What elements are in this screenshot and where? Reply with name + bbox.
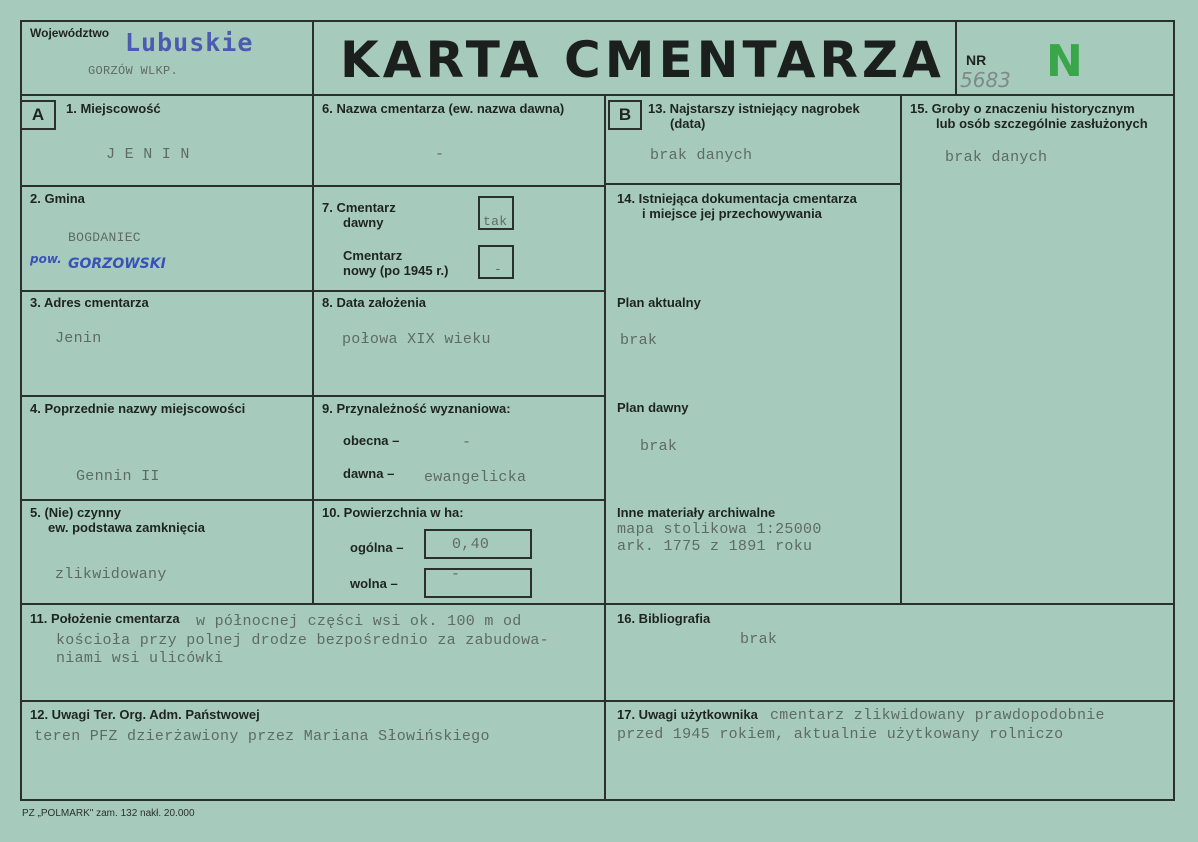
- row-line-1: [20, 185, 606, 187]
- field-1-value: J E N I N: [106, 146, 190, 163]
- field-9-obecna-value: -: [462, 434, 472, 451]
- field-13-label-2: (data): [670, 116, 706, 131]
- field-6-label: 6. Nazwa cmentarza (ew. nazwa dawna): [322, 101, 565, 116]
- field-6-value: -: [435, 146, 445, 163]
- field-8-label: 8. Data założenia: [322, 295, 427, 310]
- field-7-label-a1: 7. Cmentarz: [322, 200, 396, 215]
- row-line-6: [20, 700, 1175, 702]
- row-line-5: [20, 603, 1175, 605]
- field-15-label-2: lub osób szczególnie zasłużonych: [936, 116, 1148, 131]
- field-2-value: BOGDANIEC: [68, 230, 141, 245]
- field-12-value: teren PFZ dzierżawiony przez Mariana Słowińskiego: [34, 728, 490, 745]
- field-10-wolna-value: -: [451, 566, 461, 583]
- field-9-label: 9. Przynależność wyznaniowa:: [322, 401, 511, 416]
- field-9-dawna-label: dawna –: [343, 466, 395, 481]
- col-divider-ab: [604, 94, 606, 800]
- field-7-value-b: -: [494, 262, 503, 277]
- field-5-label-1: 5. (Nie) czynny: [30, 505, 122, 520]
- inne-value-1: mapa stolikowa 1:25000: [617, 521, 822, 538]
- field-7-label-b2: nowy (po 1945 r.): [343, 263, 449, 278]
- frame-top: [20, 20, 1175, 22]
- field-7-label-a2: dawny: [343, 215, 384, 230]
- inne-label: Inne materiały archiwalne: [617, 505, 776, 520]
- col-divider-b15: [900, 94, 902, 605]
- field-9-dawna-value: ewangelicka: [424, 469, 527, 486]
- frame-left: [20, 20, 22, 800]
- field-14-label-2: i miejsce jej przechowywania: [642, 206, 822, 221]
- field-5-value: zlikwidowany: [55, 566, 167, 583]
- printer-footer: PZ „POLMARK" zam. 132 nakł. 20.000: [22, 808, 195, 819]
- field-11-label: 11. Położenie cmentarza: [30, 611, 180, 626]
- field-10-wolna-label: wolna –: [350, 576, 398, 591]
- field-14-label-1: 14. Istniejąca dokumentacja cmentarza: [617, 191, 857, 206]
- plan-aktualny-value: brak: [620, 332, 658, 349]
- field-13-value: brak danych: [650, 147, 753, 164]
- frame-right: [1173, 20, 1175, 800]
- field-11-value-line1: w północnej części wsi ok. 100 m od: [196, 613, 522, 630]
- header-divider-2: [955, 20, 957, 96]
- field-4-value: Gennin II: [76, 468, 160, 485]
- field-7-value-a: tak: [483, 214, 508, 229]
- field-10-ogolna-label: ogólna –: [350, 540, 404, 555]
- field-17-label: 17. Uwagi użytkownika: [617, 707, 758, 722]
- plan-aktualny-label: Plan aktualny: [617, 295, 701, 310]
- frame-bottom: [20, 799, 1175, 801]
- field-13-label-1: 13. Najstarszy istniejący nagrobek: [648, 101, 860, 116]
- field-4-label: 4. Poprzednie nazwy miejscowości: [30, 401, 246, 416]
- field-12-label: 12. Uwagi Ter. Org. Adm. Państwowej: [30, 707, 260, 722]
- inne-value-2: ark. 1775 z 1891 roku: [617, 538, 813, 555]
- field-15-label-1: 15. Groby o znaczeniu historycznym: [910, 101, 1135, 116]
- field-17-value-1: cmentarz zlikwidowany prawdopodobnie: [770, 707, 1105, 724]
- field-16-value: brak: [740, 631, 778, 648]
- row-line-13: [604, 183, 902, 185]
- nr-pencil: 5683: [960, 68, 1011, 92]
- row-line-3: [20, 395, 606, 397]
- field-2-label: 2. Gmina: [30, 191, 85, 206]
- field-15-value: brak danych: [945, 149, 1048, 166]
- field-16-label: 16. Bibliografia: [617, 611, 711, 626]
- field-11-value-line2: kościoła przy polnej drodze bezpośrednio za zabudowa-: [56, 632, 549, 649]
- field-8-value: połowa XIX wieku: [342, 331, 491, 348]
- section-b-letter: B: [618, 105, 632, 124]
- row-line-2: [20, 290, 606, 292]
- field-10-label: 10. Powierzchnia w ha:: [322, 505, 464, 520]
- nr-label: NR: [966, 52, 987, 68]
- wojewodztwo-stamp: Lubuskie: [125, 28, 254, 57]
- plan-dawny-label: Plan dawny: [617, 400, 689, 415]
- field-17-value-2: przed 1945 rokiem, aktualnie użytkowany rolniczo: [617, 726, 1064, 743]
- wojewodztwo-label: Województwo: [30, 26, 110, 40]
- card-title: KARTA CMENTARZA: [340, 31, 945, 89]
- field-11-value-line3: niami wsi ulicówki: [56, 650, 224, 667]
- field-1-label: 1. Miejscowość: [66, 101, 161, 116]
- nr-letter: N: [1046, 36, 1083, 87]
- field-5-label-2: ew. podstawa zamknięcia: [48, 520, 206, 535]
- field-10-ogolna-value: 0,40: [452, 536, 490, 553]
- field-3-value: Jenin: [55, 330, 102, 347]
- row-line-4: [20, 499, 606, 501]
- field-2-hand-value: GORZOWSKI: [68, 256, 166, 272]
- wojewodztwo-sub: GORZÓW WLKP.: [88, 64, 179, 78]
- field-7-label-b1: Cmentarz: [343, 248, 403, 263]
- plan-dawny-value: brak: [640, 438, 678, 455]
- header-bottom: [20, 94, 1175, 96]
- field-3-label: 3. Adres cmentarza: [30, 295, 149, 310]
- field-10-wolna-box[interactable]: [424, 568, 532, 598]
- field-9-obecna-label: obecna –: [343, 433, 400, 448]
- section-a-letter: A: [31, 105, 45, 124]
- field-2-hand-prefix: pow.: [30, 252, 62, 266]
- header-divider-1: [312, 20, 314, 605]
